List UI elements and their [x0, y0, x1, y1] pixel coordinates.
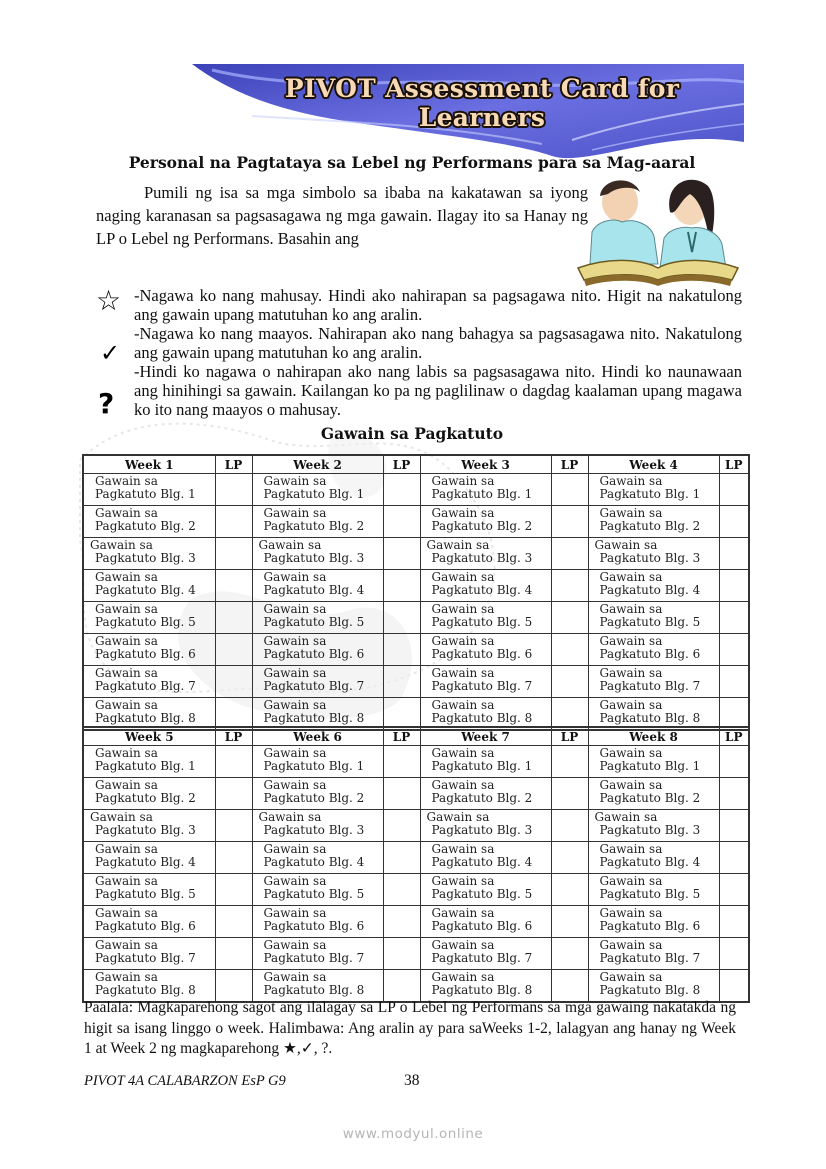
activity-label-line2: Pagkatuto Blg. 5 — [263, 615, 365, 629]
lp-input-cell[interactable] — [719, 842, 749, 874]
activity-label-line1: Gawain sa — [95, 506, 158, 520]
banner-title: PIVOT Assessment Card for Learners — [284, 74, 680, 132]
activity-cell — [588, 474, 719, 506]
activity-label-line1: Gawain sa — [95, 570, 158, 584]
activity-label-line2: Pagkatuto Blg. 7 — [599, 951, 701, 965]
activity-label-line2: Pagkatuto Blg. 7 — [95, 951, 196, 965]
activity-label-line2: Pagkatuto Blg. 2 — [263, 519, 365, 533]
week-header: Week 1 — [83, 455, 215, 474]
activity-cell — [83, 634, 215, 666]
activity-label-line2: Pagkatuto Blg. 4 — [95, 583, 196, 597]
weeks-1-4-table — [82, 454, 750, 731]
activity-label-line2: Pagkatuto Blg. 5 — [599, 887, 701, 901]
activity-label-line2: Pagkatuto Blg. 5 — [599, 615, 701, 629]
lp-input-cell[interactable] — [215, 506, 252, 538]
activity-label-line2: Pagkatuto Blg. 1 — [599, 759, 701, 773]
legend-text: -Nagawa ko nang maayos. Nahirapan ako nang bahagya sa pagsasagawa nito. Nakatulong ang gawain upang matutuhan ko ang aralin. — [134, 324, 742, 362]
activity-label-line1: Gawain sa — [431, 746, 495, 760]
activity-label-line1: Gawain sa — [95, 746, 158, 760]
lp-input-cell[interactable] — [215, 570, 252, 602]
activity-label-line1: Gawain sa — [426, 810, 490, 824]
lp-input-cell[interactable] — [215, 938, 252, 970]
activity-label-line1: Gawain sa — [95, 906, 158, 920]
table-row — [83, 778, 749, 810]
activity-label-line1: Gawain sa — [263, 970, 327, 984]
activity-label-line2: Pagkatuto Blg. 3 — [263, 823, 365, 837]
activity-label-line1: Gawain sa — [599, 874, 663, 888]
activity-cell — [252, 938, 383, 970]
activity-label-line2: Pagkatuto Blg. 8 — [263, 711, 365, 725]
intro-paragraph: Pumili ng isa sa mga simbolo sa ibaba na kakatawan sa iyong naging karanasan sa pagsasagawa ng mga gawain. Ilagay ito sa Hanay ng LP o Lebel ng Performans. Basahin ang — [96, 183, 588, 248]
activity-label-line2: Pagkatuto Blg. 7 — [431, 679, 533, 693]
activity-label-line2: Pagkatuto Blg. 2 — [599, 519, 701, 533]
activity-label-line1: Gawain sa — [263, 602, 327, 616]
activity-cell — [420, 602, 551, 634]
activity-label-line2: Pagkatuto Blg. 4 — [263, 583, 365, 597]
activity-label-line2: Pagkatuto Blg. 8 — [431, 983, 533, 997]
activity-label-line1: Gawain sa — [431, 698, 495, 712]
activity-cell — [420, 570, 551, 602]
lp-input-cell[interactable] — [215, 634, 252, 666]
activity-cell — [588, 810, 719, 842]
activity-cell — [252, 602, 383, 634]
lp-header: LP — [383, 455, 420, 474]
activity-cell — [252, 810, 383, 842]
activity-label-line2: Pagkatuto Blg. 7 — [263, 679, 365, 693]
activity-label-line1: Gawain sa — [431, 842, 495, 856]
activity-cell — [83, 602, 215, 634]
activity-label-line2: Pagkatuto Blg. 8 — [95, 711, 196, 725]
table-header-row — [83, 727, 749, 746]
lp-input-cell[interactable] — [551, 634, 588, 666]
lp-input-cell[interactable] — [383, 474, 420, 506]
activity-cell — [420, 842, 551, 874]
lp-input-cell[interactable] — [215, 842, 252, 874]
table-row — [83, 538, 749, 570]
activity-label-line1: Gawain sa — [95, 842, 158, 856]
activity-cell — [420, 474, 551, 506]
activity-label-line1: Gawain sa — [599, 506, 663, 520]
lp-input-cell[interactable] — [551, 538, 588, 570]
lp-input-cell[interactable] — [719, 602, 749, 634]
activity-label-line1: Gawain sa — [95, 938, 158, 952]
lp-input-cell[interactable] — [719, 874, 749, 906]
checkmark-icon: ✓ — [100, 341, 121, 367]
page-heading: Personal na Pagtataya sa Lebel ng Performans para sa Mag-aaral — [128, 153, 696, 172]
activity-label-line2: Pagkatuto Blg. 4 — [599, 583, 701, 597]
lp-input-cell[interactable] — [383, 570, 420, 602]
activity-cell — [83, 810, 215, 842]
activity-label-line2: Pagkatuto Blg. 2 — [599, 791, 701, 805]
activity-label-line2: Pagkatuto Blg. 1 — [95, 487, 196, 501]
activity-label-line2: Pagkatuto Blg. 6 — [263, 919, 365, 933]
activity-cell — [252, 874, 383, 906]
activity-label-line1: Gawain sa — [431, 602, 495, 616]
lp-input-cell[interactable] — [383, 634, 420, 666]
activity-cell — [420, 506, 551, 538]
lp-input-cell[interactable] — [383, 778, 420, 810]
activity-label-line2: Pagkatuto Blg. 5 — [95, 615, 196, 629]
activity-cell — [83, 506, 215, 538]
activity-label-line2: Pagkatuto Blg. 7 — [263, 951, 365, 965]
lp-input-cell[interactable] — [719, 746, 749, 778]
activity-label-line1: Gawain sa — [599, 746, 663, 760]
activity-cell — [420, 874, 551, 906]
activity-label-line1: Gawain sa — [599, 970, 663, 984]
week-header: Week 8 — [588, 727, 719, 746]
activity-label-line2: Pagkatuto Blg. 1 — [599, 487, 701, 501]
activity-label-line2: Pagkatuto Blg. 4 — [599, 855, 701, 869]
table-header-row — [83, 455, 749, 474]
lp-header: LP — [719, 727, 749, 746]
activity-cell — [252, 538, 383, 570]
lp-input-cell[interactable] — [383, 538, 420, 570]
table-row — [83, 474, 749, 506]
activity-label-line2: Pagkatuto Blg. 4 — [263, 855, 365, 869]
activity-label-line1: Gawain sa — [263, 746, 327, 760]
lp-input-cell[interactable] — [719, 506, 749, 538]
activity-label-line2: Pagkatuto Blg. 6 — [95, 647, 196, 661]
table-row — [83, 506, 749, 538]
legend-item-question — [82, 362, 742, 419]
activity-cell — [83, 778, 215, 810]
table-row — [83, 746, 749, 778]
activity-cell — [83, 474, 215, 506]
activity-cell — [588, 842, 719, 874]
activity-label-line1: Gawain sa — [95, 474, 158, 488]
lp-input-cell[interactable] — [551, 938, 588, 970]
activity-label-line2: Pagkatuto Blg. 1 — [431, 487, 533, 501]
lp-input-cell[interactable] — [551, 906, 588, 938]
activity-label-line1: Gawain sa — [263, 698, 327, 712]
lp-input-cell[interactable] — [215, 538, 252, 570]
activity-label-line2: Pagkatuto Blg. 3 — [431, 551, 533, 565]
lp-input-cell[interactable] — [383, 666, 420, 698]
week-header: Week 3 — [420, 455, 551, 474]
lp-input-cell[interactable] — [551, 602, 588, 634]
activity-cell — [420, 778, 551, 810]
page-number: 38 — [404, 1072, 420, 1089]
lp-input-cell[interactable] — [215, 666, 252, 698]
activity-cell — [83, 874, 215, 906]
activity-cell — [83, 666, 215, 698]
activity-cell — [420, 938, 551, 970]
activity-label-line2: Pagkatuto Blg. 4 — [431, 583, 533, 597]
legend-text: -Nagawa ko nang mahusay. Hindi ako nahirapan sa pagsagawa nito. Higit na nakatulong ang gawain upang matutuhan ko ang aralin. — [134, 286, 742, 324]
activity-label-line2: Pagkatuto Blg. 5 — [431, 887, 533, 901]
activity-label-line2: Pagkatuto Blg. 7 — [95, 679, 196, 693]
activity-label-line2: Pagkatuto Blg. 5 — [95, 887, 196, 901]
week-header: Week 4 — [588, 455, 719, 474]
lp-input-cell[interactable] — [551, 666, 588, 698]
activity-cell — [588, 506, 719, 538]
activity-label-line2: Pagkatuto Blg. 3 — [599, 823, 701, 837]
activity-label-line2: Pagkatuto Blg. 2 — [95, 791, 196, 805]
lp-header: LP — [719, 455, 749, 474]
lp-header: LP — [551, 727, 588, 746]
activity-label-line1: Gawain sa — [263, 778, 327, 792]
table-row — [83, 842, 749, 874]
activity-cell — [83, 538, 215, 570]
activity-label-line1: Gawain sa — [95, 778, 158, 792]
activity-cell — [588, 778, 719, 810]
activity-label-line1: Gawain sa — [431, 666, 495, 680]
activity-label-line1: Gawain sa — [258, 810, 322, 824]
activity-cell — [588, 938, 719, 970]
activity-label-line1: Gawain sa — [95, 666, 158, 680]
section-title: Gawain sa Pagkatuto — [320, 424, 504, 443]
activity-label-line1: Gawain sa — [594, 538, 658, 552]
lp-header: LP — [551, 455, 588, 474]
activity-label-line1: Gawain sa — [599, 666, 663, 680]
activity-label-line2: Pagkatuto Blg. 8 — [263, 983, 365, 997]
lp-input-cell[interactable] — [719, 538, 749, 570]
legend-text: -Hindi ko nagawa o nahirapan ako nang labis sa pagsasagawa nito. Hindi ko naunawaan ang hinihingi sa gawain. Kailangan ko pa ng paglilinaw o dagdag kaalaman upang magawa ko ito nang maayos o mahusay. — [134, 362, 742, 419]
activity-label-line1: Gawain sa — [263, 906, 327, 920]
activity-label-line1: Gawain sa — [599, 778, 663, 792]
activity-label-line2: Pagkatuto Blg. 1 — [263, 487, 365, 501]
lp-input-cell[interactable] — [551, 570, 588, 602]
activity-cell — [83, 570, 215, 602]
lp-header: LP — [215, 455, 252, 474]
activity-cell — [588, 746, 719, 778]
activity-cell — [252, 842, 383, 874]
lp-input-cell[interactable] — [383, 810, 420, 842]
lp-input-cell[interactable] — [719, 906, 749, 938]
activity-label-line1: Gawain sa — [431, 474, 495, 488]
lp-input-cell[interactable] — [551, 810, 588, 842]
activity-cell — [588, 570, 719, 602]
lp-input-cell[interactable] — [719, 570, 749, 602]
week-header: Week 5 — [83, 727, 215, 746]
lp-input-cell[interactable] — [719, 778, 749, 810]
star-outline-icon: ☆ — [96, 286, 122, 317]
lp-header: LP — [383, 727, 420, 746]
activity-cell — [252, 474, 383, 506]
activity-label-line1: Gawain sa — [90, 810, 153, 824]
activity-label-line1: Gawain sa — [263, 506, 327, 520]
activity-label-line1: Gawain sa — [431, 634, 495, 648]
lp-input-cell[interactable] — [551, 506, 588, 538]
activity-cell — [588, 538, 719, 570]
activity-label-line2: Pagkatuto Blg. 8 — [95, 983, 196, 997]
activity-label-line1: Gawain sa — [263, 474, 327, 488]
activity-label-line1: Gawain sa — [599, 938, 663, 952]
activity-label-line2: Pagkatuto Blg. 8 — [431, 711, 533, 725]
banner — [192, 64, 744, 160]
activity-label-line1: Gawain sa — [431, 906, 495, 920]
activity-cell — [588, 634, 719, 666]
weeks-5-8-table — [82, 726, 750, 1003]
activity-label-line2: Pagkatuto Blg. 1 — [431, 759, 533, 773]
lp-header: LP — [215, 727, 252, 746]
lp-input-cell[interactable] — [551, 474, 588, 506]
lp-input-cell[interactable] — [383, 506, 420, 538]
activity-cell — [83, 842, 215, 874]
activity-label-line1: Gawain sa — [263, 938, 327, 952]
activity-cell — [83, 746, 215, 778]
table-row — [83, 938, 749, 970]
activity-cell — [252, 634, 383, 666]
activity-cell — [588, 906, 719, 938]
legend-item-star — [82, 286, 742, 324]
activity-label-line2: Pagkatuto Blg. 6 — [263, 647, 365, 661]
activity-label-line1: Gawain sa — [95, 970, 158, 984]
activity-label-line2: Pagkatuto Blg. 8 — [599, 983, 701, 997]
activity-label-line1: Gawain sa — [599, 474, 663, 488]
lp-input-cell[interactable] — [215, 602, 252, 634]
activity-label-line2: Pagkatuto Blg. 6 — [431, 919, 533, 933]
table-row — [83, 810, 749, 842]
site-watermark-text: www.modyul.online — [342, 1126, 484, 1142]
activity-cell — [252, 906, 383, 938]
activity-label-line2: Pagkatuto Blg. 6 — [599, 647, 701, 661]
week-header: Week 2 — [252, 455, 383, 474]
activity-label-line1: Gawain sa — [431, 874, 495, 888]
lp-input-cell[interactable] — [215, 746, 252, 778]
activity-label-line2: Pagkatuto Blg. 2 — [95, 519, 196, 533]
lp-input-cell[interactable] — [383, 906, 420, 938]
activity-label-line2: Pagkatuto Blg. 3 — [263, 551, 365, 565]
activity-label-line2: Pagkatuto Blg. 8 — [599, 711, 701, 725]
activity-label-line2: Pagkatuto Blg. 3 — [431, 823, 533, 837]
activity-label-line1: Gawain sa — [431, 970, 495, 984]
table-row — [83, 874, 749, 906]
activity-cell — [252, 506, 383, 538]
activity-label-line1: Gawain sa — [263, 874, 327, 888]
activity-label-line2: Pagkatuto Blg. 3 — [95, 823, 196, 837]
activity-label-line1: Gawain sa — [599, 634, 663, 648]
activity-cell — [83, 938, 215, 970]
lp-input-cell[interactable] — [551, 874, 588, 906]
week-header: Week 6 — [252, 727, 383, 746]
lp-input-cell[interactable] — [383, 874, 420, 906]
activity-label-line2: Pagkatuto Blg. 4 — [95, 855, 196, 869]
activity-cell — [588, 602, 719, 634]
lp-input-cell[interactable] — [551, 842, 588, 874]
activity-cell — [252, 666, 383, 698]
activity-label-line2: Pagkatuto Blg. 5 — [431, 615, 533, 629]
activity-cell — [420, 810, 551, 842]
lp-input-cell[interactable] — [383, 938, 420, 970]
lp-input-cell[interactable] — [383, 842, 420, 874]
activity-label-line2: Pagkatuto Blg. 1 — [263, 759, 365, 773]
activity-label-line2: Pagkatuto Blg. 3 — [95, 551, 196, 565]
activity-cell — [588, 874, 719, 906]
activity-label-line2: Pagkatuto Blg. 4 — [431, 855, 533, 869]
activity-label-line1: Gawain sa — [263, 666, 327, 680]
table-row — [83, 570, 749, 602]
activity-label-line1: Gawain sa — [599, 906, 663, 920]
lp-input-cell[interactable] — [215, 474, 252, 506]
question-mark-icon: ? — [98, 387, 115, 420]
activity-cell — [83, 906, 215, 938]
activity-label-line2: Pagkatuto Blg. 1 — [95, 759, 196, 773]
activity-label-line1: Gawain sa — [263, 634, 327, 648]
activity-label-line1: Gawain sa — [263, 570, 327, 584]
activity-label-line1: Gawain sa — [599, 698, 663, 712]
lp-input-cell[interactable] — [215, 810, 252, 842]
activity-cell — [588, 666, 719, 698]
lp-input-cell[interactable] — [383, 746, 420, 778]
reminder-note: Paalala: Magkaparehong sagot ang ilalagay sa LP o Lebel ng Performans sa mga gawaing nakatakda ng higit sa isang linggo o week. Halimbawa: Ang aralin ay para saWeeks 1-2, lalagyan ang hanay ng Week 1 at Week 2 ng magkaparehong ★,✓, ?. — [84, 999, 736, 1057]
activity-cell — [420, 746, 551, 778]
lp-input-cell[interactable] — [551, 746, 588, 778]
activity-label-line1: Gawain sa — [95, 602, 158, 616]
week-header: Week 7 — [420, 727, 551, 746]
lp-input-cell[interactable] — [383, 602, 420, 634]
lp-input-cell[interactable] — [215, 778, 252, 810]
activity-label-line1: Gawain sa — [431, 506, 495, 520]
table-row — [83, 906, 749, 938]
activity-label-line1: Gawain sa — [95, 874, 158, 888]
table-row — [83, 602, 749, 634]
activity-cell — [420, 906, 551, 938]
activity-cell — [252, 778, 383, 810]
activity-label-line1: Gawain sa — [263, 842, 327, 856]
lp-input-cell[interactable] — [719, 474, 749, 506]
activity-cell — [420, 538, 551, 570]
activity-label-line1: Gawain sa — [90, 538, 153, 552]
activity-cell — [252, 570, 383, 602]
table-row — [83, 666, 749, 698]
activity-label-line2: Pagkatuto Blg. 2 — [431, 791, 533, 805]
activity-cell — [420, 634, 551, 666]
activity-label-line1: Gawain sa — [95, 634, 158, 648]
lp-input-cell[interactable] — [719, 810, 749, 842]
activity-label-line1: Gawain sa — [599, 570, 663, 584]
footer-course-label: PIVOT 4A CALABARZON EsP G9 — [84, 1073, 286, 1089]
activity-label-line1: Gawain sa — [599, 842, 663, 856]
activity-label-line2: Pagkatuto Blg. 5 — [263, 887, 365, 901]
activity-label-line1: Gawain sa — [431, 778, 495, 792]
activity-cell — [420, 666, 551, 698]
lp-input-cell[interactable] — [719, 634, 749, 666]
lp-input-cell[interactable] — [215, 906, 252, 938]
activity-label-line1: Gawain sa — [431, 938, 495, 952]
activity-label-line1: Gawain sa — [431, 570, 495, 584]
activity-label-line2: Pagkatuto Blg. 7 — [599, 679, 701, 693]
activity-label-line2: Pagkatuto Blg. 6 — [95, 919, 196, 933]
lp-input-cell[interactable] — [719, 938, 749, 970]
lp-input-cell[interactable] — [551, 778, 588, 810]
activity-label-line2: Pagkatuto Blg. 7 — [431, 951, 533, 965]
activity-label-line1: Gawain sa — [95, 698, 158, 712]
activity-label-line1: Gawain sa — [258, 538, 322, 552]
activity-label-line1: Gawain sa — [594, 810, 658, 824]
activity-label-line2: Pagkatuto Blg. 2 — [263, 791, 365, 805]
activity-label-line2: Pagkatuto Blg. 2 — [431, 519, 533, 533]
activity-label-line2: Pagkatuto Blg. 3 — [599, 551, 701, 565]
activity-cell — [252, 746, 383, 778]
activity-label-line1: Gawain sa — [426, 538, 490, 552]
symbol-legend — [82, 286, 742, 419]
activity-label-line1: Gawain sa — [599, 602, 663, 616]
students-reading-illustration — [572, 172, 740, 290]
legend-item-check — [82, 324, 742, 367]
activity-label-line2: Pagkatuto Blg. 6 — [599, 919, 701, 933]
lp-input-cell[interactable] — [215, 874, 252, 906]
lp-input-cell[interactable] — [719, 666, 749, 698]
activity-label-line2: Pagkatuto Blg. 6 — [431, 647, 533, 661]
table-row — [83, 634, 749, 666]
